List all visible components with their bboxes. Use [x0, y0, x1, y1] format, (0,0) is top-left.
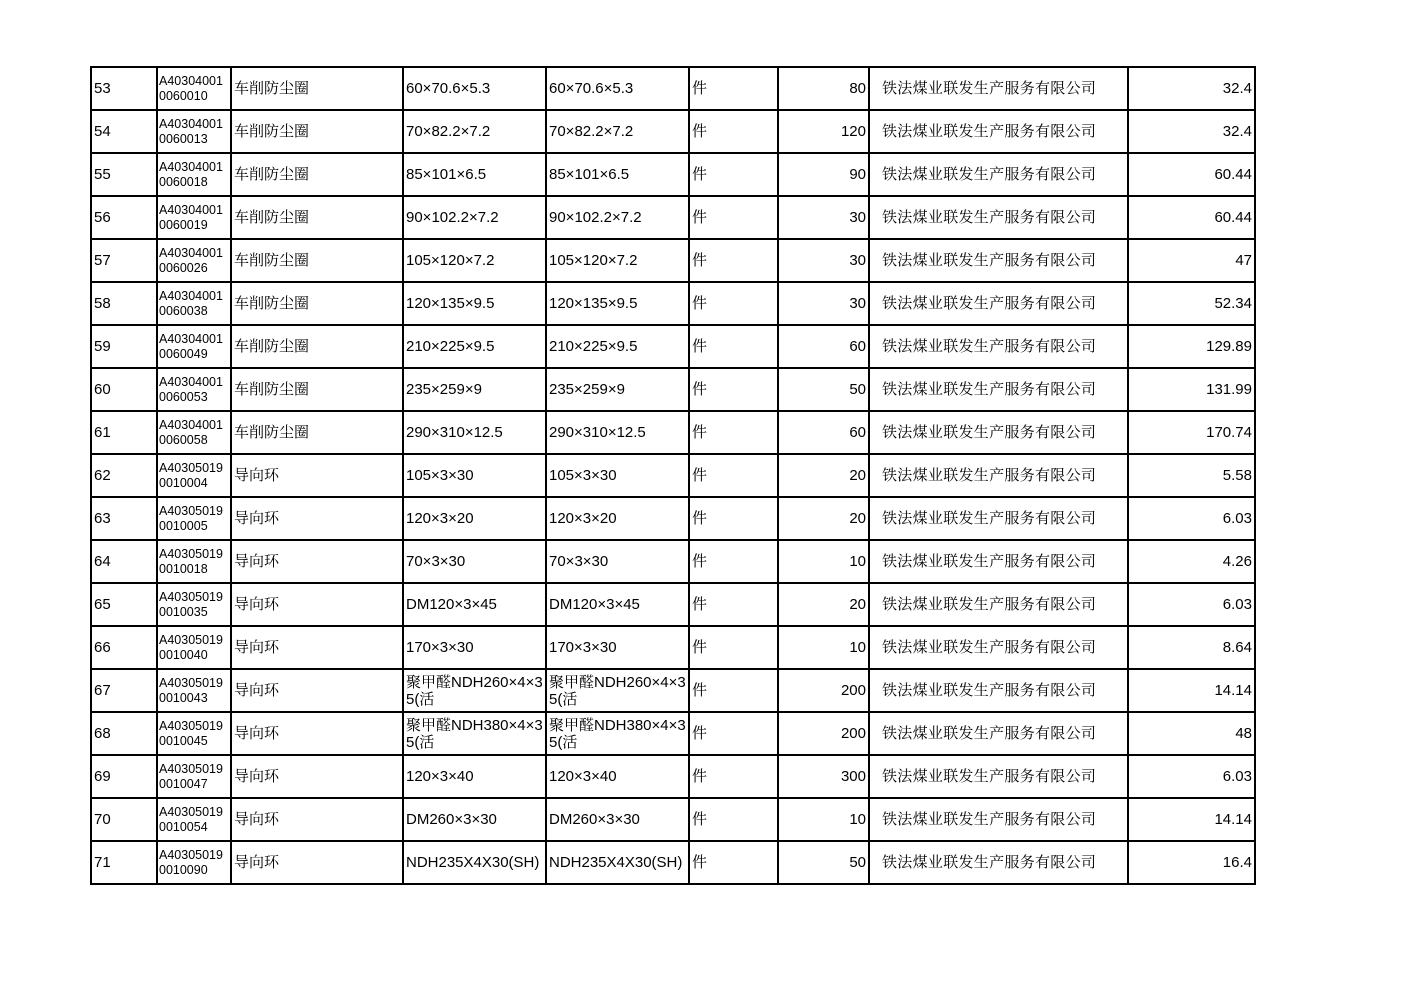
quantity: 200: [778, 712, 869, 755]
material-code: [157, 712, 231, 755]
unit: 件: [689, 712, 778, 755]
unit-price: 47: [1128, 239, 1255, 282]
material-name: 车削防尘圈: [231, 196, 403, 239]
model: 120×3×20: [546, 497, 689, 540]
model: 120×135×9.5: [546, 282, 689, 325]
material-name: 车削防尘圈: [231, 67, 403, 110]
material-name: 导向环: [231, 454, 403, 497]
quantity: 10: [778, 798, 869, 841]
material-code: [157, 239, 231, 282]
unit: 件: [689, 583, 778, 626]
unit-price: 32.4: [1128, 110, 1255, 153]
material-code: [157, 368, 231, 411]
material-code: [157, 497, 231, 540]
material-code-line1: A40305019: [159, 847, 223, 862]
material-code: [157, 325, 231, 368]
row-number: 58: [91, 282, 157, 325]
material-code-line1: A40305019: [159, 503, 223, 518]
supplier: 铁法煤业联发生产服务有限公司: [869, 841, 1128, 884]
quantity: 120: [778, 110, 869, 153]
material-code-line2: 0060026: [159, 260, 208, 275]
material-code: [157, 669, 231, 712]
table-row: [91, 325, 1255, 368]
unit-price: 32.4: [1128, 67, 1255, 110]
unit-price: 6.03: [1128, 583, 1255, 626]
material-code-line2: 0060049: [159, 346, 208, 361]
model: 235×259×9: [546, 368, 689, 411]
material-name: 车削防尘圈: [231, 153, 403, 196]
material-code-line1: A40305019: [159, 675, 223, 690]
unit: 件: [689, 755, 778, 798]
table-row: [91, 411, 1255, 454]
table-row: [91, 626, 1255, 669]
specification: 210×225×9.5: [403, 325, 546, 368]
supplier: 铁法煤业联发生产服务有限公司: [869, 282, 1128, 325]
table-row: [91, 841, 1255, 884]
supplier: 铁法煤业联发生产服务有限公司: [869, 755, 1128, 798]
material-code-line1: A40305019: [159, 589, 223, 604]
material-code-line1: A40305019: [159, 460, 223, 475]
material-code: [157, 196, 231, 239]
unit-price: 5.58: [1128, 454, 1255, 497]
material-code-line1: A40304001: [159, 288, 223, 303]
table-row: [91, 540, 1255, 583]
unit: 件: [689, 239, 778, 282]
row-number: 57: [91, 239, 157, 282]
supplier: 铁法煤业联发生产服务有限公司: [869, 411, 1128, 454]
quantity: 60: [778, 325, 869, 368]
unit: 件: [689, 196, 778, 239]
supplier: 铁法煤业联发生产服务有限公司: [869, 454, 1128, 497]
supplier: 铁法煤业联发生产服务有限公司: [869, 110, 1128, 153]
specification: 105×3×30: [403, 454, 546, 497]
unit: 件: [689, 110, 778, 153]
row-number: 68: [91, 712, 157, 755]
row-number: 53: [91, 67, 157, 110]
row-number: 70: [91, 798, 157, 841]
row-number: 55: [91, 153, 157, 196]
supplier: 铁法煤业联发生产服务有限公司: [869, 583, 1128, 626]
specification: 60×70.6×5.3: [403, 67, 546, 110]
material-code: [157, 110, 231, 153]
model: 90×102.2×7.2: [546, 196, 689, 239]
material-code-line1: A40304001: [159, 245, 223, 260]
material-name: 车削防尘圈: [231, 239, 403, 282]
unit: 件: [689, 368, 778, 411]
quantity: 300: [778, 755, 869, 798]
material-code-line1: A40304001: [159, 159, 223, 174]
row-number: 66: [91, 626, 157, 669]
material-code: [157, 626, 231, 669]
table-row: [91, 110, 1255, 153]
model: 105×3×30: [546, 454, 689, 497]
model: 210×225×9.5: [546, 325, 689, 368]
model: NDH235X4X30(SH): [546, 841, 689, 884]
quantity: 20: [778, 497, 869, 540]
supplier: 铁法煤业联发生产服务有限公司: [869, 239, 1128, 282]
table-row: [91, 153, 1255, 196]
specification: 170×3×30: [403, 626, 546, 669]
supplier: 铁法煤业联发生产服务有限公司: [869, 325, 1128, 368]
material-code-line1: A40304001: [159, 116, 223, 131]
row-number: 63: [91, 497, 157, 540]
material-code-line2: 0010054: [159, 819, 208, 834]
material-code-line2: 0010035: [159, 604, 208, 619]
quantity: 50: [778, 368, 869, 411]
row-number: 56: [91, 196, 157, 239]
unit: 件: [689, 841, 778, 884]
table-row: [91, 755, 1255, 798]
quantity: 50: [778, 841, 869, 884]
specification: 120×3×20: [403, 497, 546, 540]
row-number: 62: [91, 454, 157, 497]
material-name: 导向环: [231, 755, 403, 798]
material-code: [157, 153, 231, 196]
model: 70×3×30: [546, 540, 689, 583]
table-row: [91, 454, 1255, 497]
quantity: 90: [778, 153, 869, 196]
unit: 件: [689, 497, 778, 540]
material-code-line1: A40304001: [159, 331, 223, 346]
material-code-line2: 0060018: [159, 174, 208, 189]
material-name: 车削防尘圈: [231, 368, 403, 411]
model: 70×82.2×7.2: [546, 110, 689, 153]
unit-price: 4.26: [1128, 540, 1255, 583]
quantity: 10: [778, 626, 869, 669]
row-number: 71: [91, 841, 157, 884]
material-code: [157, 841, 231, 884]
material-name: 导向环: [231, 669, 403, 712]
table-row: [91, 67, 1255, 110]
model: DM120×3×45: [546, 583, 689, 626]
specification: 聚甲醛NDH260×4×35(活: [403, 669, 546, 712]
material-code-line1: A40305019: [159, 761, 223, 776]
row-number: 61: [91, 411, 157, 454]
specification: 105×120×7.2: [403, 239, 546, 282]
quantity: 60: [778, 411, 869, 454]
specification: 85×101×6.5: [403, 153, 546, 196]
material-code-line2: 0010047: [159, 776, 208, 791]
unit: 件: [689, 325, 778, 368]
model: DM260×3×30: [546, 798, 689, 841]
material-code-line2: 0060013: [159, 131, 208, 146]
material-code-line2: 0060058: [159, 432, 208, 447]
row-number: 67: [91, 669, 157, 712]
model: 170×3×30: [546, 626, 689, 669]
material-name: 车削防尘圈: [231, 282, 403, 325]
supplier: 铁法煤业联发生产服务有限公司: [869, 712, 1128, 755]
material-code-line2: 0010090: [159, 862, 208, 877]
quantity: 20: [778, 583, 869, 626]
table-row: [91, 497, 1255, 540]
unit: 件: [689, 669, 778, 712]
supplier: 铁法煤业联发生产服务有限公司: [869, 67, 1128, 110]
unit-price: 6.03: [1128, 497, 1255, 540]
material-name: 导向环: [231, 626, 403, 669]
material-code-line2: 0010045: [159, 733, 208, 748]
quantity: 30: [778, 282, 869, 325]
material-code: [157, 583, 231, 626]
material-code-line2: 0060019: [159, 217, 208, 232]
quantity: 20: [778, 454, 869, 497]
model: 105×120×7.2: [546, 239, 689, 282]
row-number: 60: [91, 368, 157, 411]
model: 聚甲醛NDH260×4×35(活: [546, 669, 689, 712]
quantity: 30: [778, 196, 869, 239]
unit: 件: [689, 282, 778, 325]
material-code-line1: A40304001: [159, 417, 223, 432]
model: 290×310×12.5: [546, 411, 689, 454]
material-code: [157, 454, 231, 497]
material-name: 导向环: [231, 798, 403, 841]
material-code-line2: 0010005: [159, 518, 208, 533]
material-code-line1: A40304001: [159, 374, 223, 389]
material-name: 导向环: [231, 712, 403, 755]
material-name: 导向环: [231, 497, 403, 540]
specification: 70×82.2×7.2: [403, 110, 546, 153]
material-code-line1: A40304001: [159, 73, 223, 88]
unit-price: 131.99: [1128, 368, 1255, 411]
unit: 件: [689, 798, 778, 841]
material-code-line2: 0060053: [159, 389, 208, 404]
unit: 件: [689, 454, 778, 497]
row-number: 64: [91, 540, 157, 583]
table-row: [91, 239, 1255, 282]
specification: 235×259×9: [403, 368, 546, 411]
unit-price: 14.14: [1128, 669, 1255, 712]
material-code: [157, 755, 231, 798]
specification: 290×310×12.5: [403, 411, 546, 454]
specification: DM260×3×30: [403, 798, 546, 841]
quantity: 200: [778, 669, 869, 712]
material-name: 导向环: [231, 841, 403, 884]
specification: NDH235X4X30(SH): [403, 841, 546, 884]
unit: 件: [689, 540, 778, 583]
supplier: 铁法煤业联发生产服务有限公司: [869, 669, 1128, 712]
unit: 件: [689, 411, 778, 454]
specification: 90×102.2×7.2: [403, 196, 546, 239]
material-code-line2: 0010018: [159, 561, 208, 576]
supplier: 铁法煤业联发生产服务有限公司: [869, 798, 1128, 841]
table-row: [91, 583, 1255, 626]
quantity: 10: [778, 540, 869, 583]
material-name: 车削防尘圈: [231, 110, 403, 153]
material-name: 车削防尘圈: [231, 411, 403, 454]
unit-price: 48: [1128, 712, 1255, 755]
quantity: 80: [778, 67, 869, 110]
data-table: [90, 66, 1256, 885]
row-number: 65: [91, 583, 157, 626]
material-code-line2: 0010043: [159, 690, 208, 705]
specification: 120×135×9.5: [403, 282, 546, 325]
supplier: 铁法煤业联发生产服务有限公司: [869, 540, 1128, 583]
unit-price: 8.64: [1128, 626, 1255, 669]
unit-price: 60.44: [1128, 153, 1255, 196]
material-code-line1: A40305019: [159, 546, 223, 561]
unit-price: 14.14: [1128, 798, 1255, 841]
table-row: [91, 669, 1255, 712]
material-code: [157, 282, 231, 325]
supplier: 铁法煤业联发生产服务有限公司: [869, 196, 1128, 239]
material-name: 车削防尘圈: [231, 325, 403, 368]
model: 120×3×40: [546, 755, 689, 798]
table-row: [91, 798, 1255, 841]
unit: 件: [689, 153, 778, 196]
specification: DM120×3×45: [403, 583, 546, 626]
material-name: 导向环: [231, 540, 403, 583]
specification: 聚甲醛NDH380×4×35(活: [403, 712, 546, 755]
unit-price: 170.74: [1128, 411, 1255, 454]
model: 聚甲醛NDH380×4×35(活: [546, 712, 689, 755]
material-code-line2: 0010040: [159, 647, 208, 662]
unit-price: 16.4: [1128, 841, 1255, 884]
row-number: 69: [91, 755, 157, 798]
supplier: 铁法煤业联发生产服务有限公司: [869, 368, 1128, 411]
material-code: [157, 540, 231, 583]
unit-price: 129.89: [1128, 325, 1255, 368]
material-code-line1: A40305019: [159, 718, 223, 733]
row-number: 54: [91, 110, 157, 153]
specification: 120×3×40: [403, 755, 546, 798]
unit-price: 52.34: [1128, 282, 1255, 325]
material-code-line1: A40304001: [159, 202, 223, 217]
material-code: [157, 798, 231, 841]
material-name: 导向环: [231, 583, 403, 626]
model: 85×101×6.5: [546, 153, 689, 196]
table-body: [91, 67, 1255, 884]
material-code: [157, 411, 231, 454]
supplier: 铁法煤业联发生产服务有限公司: [869, 626, 1128, 669]
material-code-line1: A40305019: [159, 804, 223, 819]
material-code: [157, 67, 231, 110]
row-number: 59: [91, 325, 157, 368]
material-code-line2: 0060010: [159, 88, 208, 103]
table-row: [91, 368, 1255, 411]
material-code-line1: A40305019: [159, 632, 223, 647]
quantity: 30: [778, 239, 869, 282]
specification: 70×3×30: [403, 540, 546, 583]
material-code-line2: 0010004: [159, 475, 208, 490]
table-row: [91, 196, 1255, 239]
table-row: [91, 712, 1255, 755]
table-row: [91, 282, 1255, 325]
model: 60×70.6×5.3: [546, 67, 689, 110]
unit-price: 60.44: [1128, 196, 1255, 239]
supplier: 铁法煤业联发生产服务有限公司: [869, 153, 1128, 196]
unit: 件: [689, 67, 778, 110]
supplier: 铁法煤业联发生产服务有限公司: [869, 497, 1128, 540]
unit: 件: [689, 626, 778, 669]
unit-price: 6.03: [1128, 755, 1255, 798]
material-code-line2: 0060038: [159, 303, 208, 318]
